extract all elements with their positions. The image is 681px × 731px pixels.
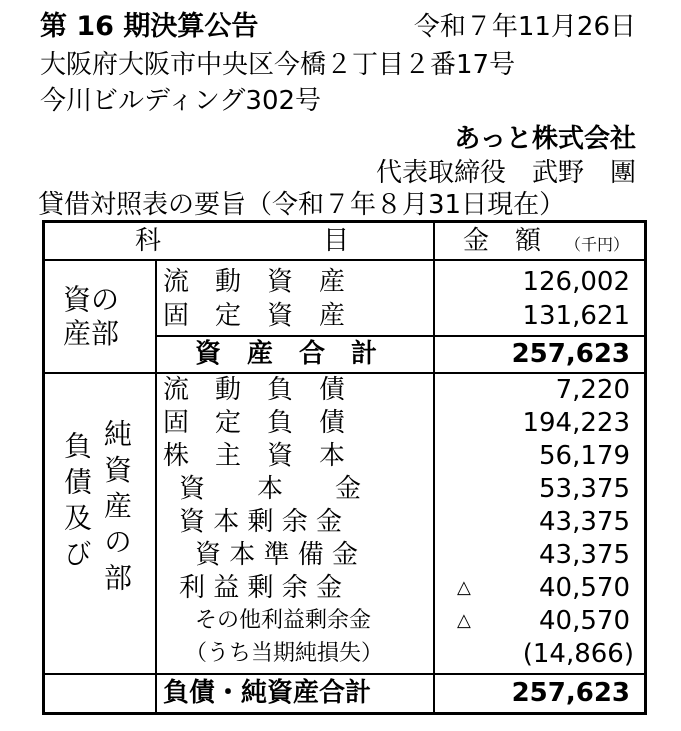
notice-date: 令和７年11月26日 (413, 12, 636, 42)
amount-column-divider (433, 223, 435, 712)
assets-label-top: 資の (63, 283, 120, 316)
asset-row-amount: 126,002 (522, 267, 630, 297)
liab-row-amount: 40,570 (539, 606, 630, 636)
statement-title: 貸借対照表の要旨（令和７年８月31日現在） (38, 190, 566, 220)
liab-row-label: 資 本 準 備 金 (195, 540, 359, 570)
negative-mark: △ (457, 610, 471, 631)
address-line-1: 大阪府大阪市中央区今橋２丁目２番17号 (40, 50, 516, 80)
balance-sheet-table (42, 220, 647, 715)
liab-total-divider (45, 673, 644, 675)
liab-row-label: その他利益剰余金 (195, 608, 372, 633)
header-amount: 金 額 (463, 226, 542, 256)
assets-label-bottom: 産部 (63, 317, 120, 350)
liab-row-label: 資 本 剰 余 金 (179, 507, 343, 537)
address-line-2: 今川ビルディング302号 (40, 86, 322, 116)
liab-row-label: 流 動 負 債 (163, 375, 346, 405)
liab-label-col2: 純資産の部 (100, 419, 133, 599)
header-subject-1: 科 (135, 226, 162, 256)
liab-row-amount: 43,375 (539, 540, 630, 570)
header-divider (45, 259, 644, 261)
liab-row-amount: 56,179 (539, 441, 630, 471)
company-name: あっと株式会社 (454, 124, 636, 154)
liab-row-amount: 7,220 (555, 375, 630, 405)
assets-total-amount: 257,623 (511, 339, 630, 369)
assets-section-divider (45, 372, 644, 374)
liab-row-amount: 53,375 (539, 474, 630, 504)
notice-title: 第 16 期決算公告 (40, 11, 259, 42)
liab-row-amount: 40,570 (539, 573, 630, 603)
liab-row-label: 利 益 剰 余 金 (179, 573, 343, 603)
liab-row-amount: 194,223 (522, 408, 630, 438)
liab-row-amount: (14,866) (522, 639, 634, 669)
liab-row-label: 固 定 負 債 (163, 408, 346, 438)
category-column-divider (155, 259, 157, 712)
liab-row-label: 株 主 資 本 (163, 441, 346, 471)
liab-label-col1: 負債及び (60, 431, 93, 575)
asset-row-label: 流 動 資 産 (163, 267, 346, 297)
asset-row-label: 固 定 資 産 (163, 301, 346, 331)
liab-total-label: 負債・純資産合計 (163, 678, 372, 708)
header-unit: （千円） (565, 235, 630, 254)
liab-row-amount: 43,375 (539, 507, 630, 537)
negative-mark: △ (457, 577, 471, 598)
liab-total-amount: 257,623 (511, 678, 630, 708)
liab-row-label: 資 本 金 (179, 474, 362, 504)
asset-row-divider (155, 335, 644, 337)
asset-row-amount: 131,621 (522, 301, 630, 331)
representative: 代表取締役 武野 團 (375, 158, 636, 188)
assets-total-label: 資 産 合 計 (195, 339, 378, 369)
header-subject-2: 目 (323, 226, 350, 256)
liab-row-label: （うち当期純損失） (185, 641, 384, 666)
